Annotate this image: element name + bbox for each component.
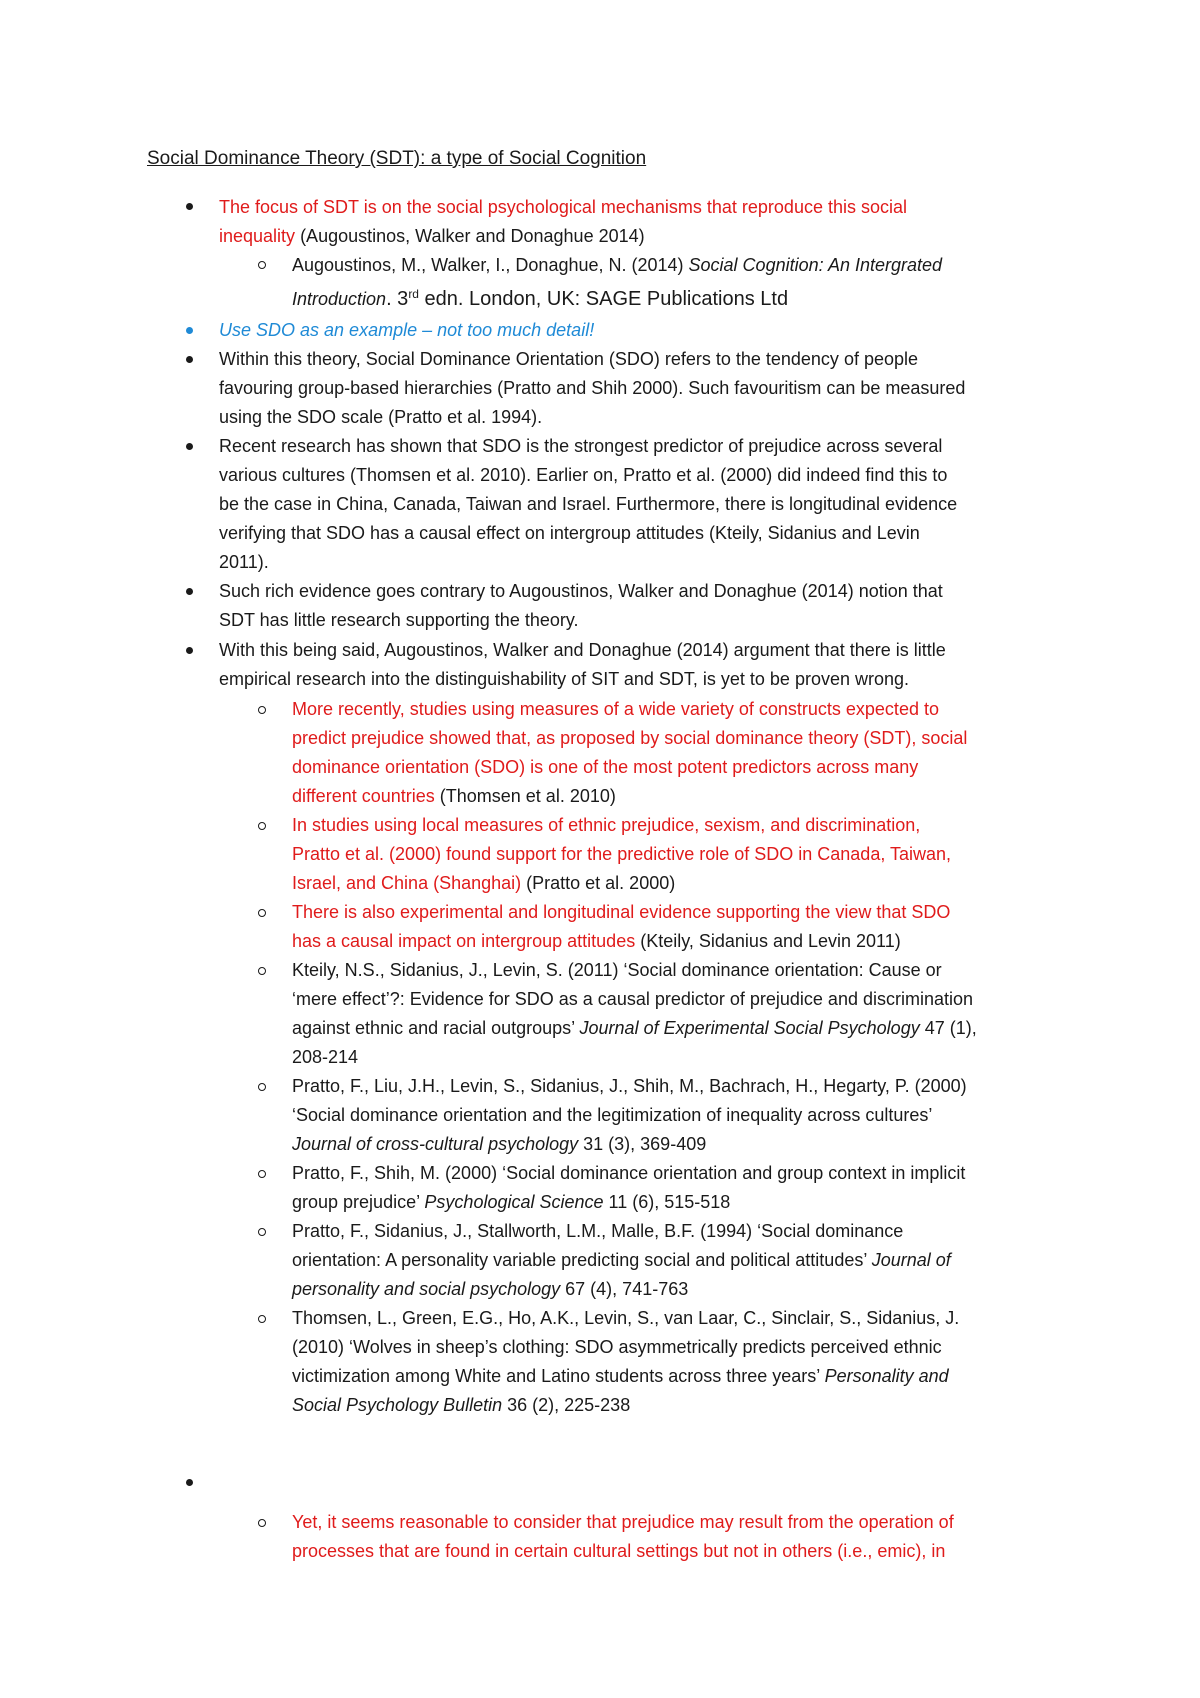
bullet xyxy=(186,203,193,210)
reference-line: orientation: A personality variable predicting social and political attitudes’ Journal of xyxy=(292,1250,951,1270)
sub-bullet xyxy=(258,822,266,830)
text-line: Yet, it seems reasonable to consider that prejudice may result from the operation of xyxy=(292,1512,954,1532)
reference-line: Introduction. 3rd edn. London, UK: SAGE Publications Ltd xyxy=(292,287,789,310)
sub-bullet xyxy=(258,1083,266,1091)
text-line: Such rich evidence goes contrary to Augoustinos, Walker and Donaghue (2014) notion that xyxy=(219,581,943,601)
sub-bullet xyxy=(258,706,266,714)
bullet xyxy=(186,327,193,334)
text-line: has a causal impact on intergroup attitudes (Kteily, Sidanius and Levin 2011) xyxy=(292,931,901,951)
reference-line: Pratto, F., Shih, M. (2000) ‘Social dominance orientation and group context in implicit xyxy=(292,1163,966,1183)
text-line: different countries (Thomsen et al. 2010) xyxy=(292,786,616,806)
sub-bullet xyxy=(258,261,266,269)
text-line: There is also experimental and longitudinal evidence supporting the view that SDO xyxy=(292,902,951,922)
text-line: The focus of SDT is on the social psychological mechanisms that reproduce this social xyxy=(219,197,907,217)
reference-line: Thomsen, L., Green, E.G., Ho, A.K., Levin, S., van Laar, C., Sinclair, S., Sidanius, J. xyxy=(292,1308,960,1328)
text-line: Israel, and China (Shanghai) (Pratto et al. 2000) xyxy=(292,873,676,893)
text-line: various cultures (Thomsen et al. 2010). Earlier on, Pratto et al. (2000) did indeed find this to xyxy=(219,465,948,485)
page-title: Social Dominance Theory (SDT): a type of Social Cognition xyxy=(147,148,647,169)
reference-line: Kteily, N.S., Sidanius, J., Levin, S. (2011) ‘Social dominance orientation: Cause or xyxy=(292,960,942,980)
text-line: using the SDO scale (Pratto et al. 1994). xyxy=(219,407,543,427)
text-line: predict prejudice showed that, as proposed by social dominance theory (SDT), social xyxy=(292,728,968,748)
reference-line: Pratto, F., Liu, J.H., Levin, S., Sidanius, J., Shih, M., Bachrach, H., Hegarty, P. (2000) xyxy=(292,1076,967,1096)
reference-line: ‘mere effect’?: Evidence for SDO as a causal predictor of prejudice and discrimination xyxy=(292,989,974,1009)
sub-bullet xyxy=(258,909,266,917)
sub-bullet xyxy=(258,1315,266,1323)
sub-bullet xyxy=(258,1519,266,1527)
text-line: processes that are found in certain cultural settings but not in others (i.e., emic), in xyxy=(292,1541,946,1561)
text-line: More recently, studies using measures of a wide variety of constructs expected to xyxy=(292,699,939,719)
text-line: Within this theory, Social Dominance Orientation (SDO) refers to the tendency of people xyxy=(219,349,919,369)
reference-line: against ethnic and racial outgroups’ Journal of Experimental Social Psychology 47 (1), xyxy=(292,1018,977,1038)
text-line: verifying that SDO has a causal effect on intergroup attitudes (Kteily, Sidanius and Levin xyxy=(219,523,920,543)
text-line: SDT has little research supporting the theory. xyxy=(219,610,579,630)
reference-line: Pratto, F., Sidanius, J., Stallworth, L.M., Malle, B.F. (1994) ‘Social dominance xyxy=(292,1221,904,1241)
text-line: Recent research has shown that SDO is the strongest predictor of prejudice across several xyxy=(219,436,943,456)
reference-line: personality and social psychology 67 (4), 741-763 xyxy=(292,1279,689,1299)
bullet xyxy=(186,356,193,363)
reference-line: victimization among White and Latino students across three years’ Personality and xyxy=(292,1366,949,1386)
bullet xyxy=(186,647,193,654)
sub-bullet xyxy=(258,967,266,975)
reference-line: group prejudice’ Psychological Science 11 (6), 515-518 xyxy=(292,1192,731,1212)
reference-line: (2010) ‘Wolves in sheep’s clothing: SDO asymmetrically predicts perceived ethnic xyxy=(292,1337,942,1357)
reference-line: ‘Social dominance orientation and the legitimization of inequality across cultures’ xyxy=(292,1105,933,1125)
reference-line: Social Psychology Bulletin 36 (2), 225-238 xyxy=(292,1395,631,1415)
text-line: Pratto et al. (2000) found support for the predictive role of SDO in Canada, Taiwan, xyxy=(292,844,952,864)
text-line: favouring group-based hierarchies (Pratto and Shih 2000). Such favouritism can be measured xyxy=(219,378,966,398)
text-line: dominance orientation (SDO) is one of the most potent predictors across many xyxy=(292,757,919,777)
text-line: With this being said, Augoustinos, Walker and Donaghue (2014) argument that there is little xyxy=(219,640,946,660)
text-line: In studies using local measures of ethnic prejudice, sexism, and discrimination, xyxy=(292,815,921,835)
reference-line: 208-214 xyxy=(292,1047,359,1067)
text-line: inequality (Augoustinos, Walker and Donaghue 2014) xyxy=(219,226,645,246)
reference-line: Journal of cross-cultural psychology 31 (3), 369-409 xyxy=(292,1134,707,1154)
text-line: empirical research into the distinguishability of SIT and SDT, is yet to be proven wrong. xyxy=(219,669,910,689)
sub-bullet xyxy=(258,1228,266,1236)
bullet xyxy=(186,1479,193,1486)
text-line: 2011). xyxy=(219,552,269,572)
bullet xyxy=(186,443,193,450)
bullet xyxy=(186,588,193,595)
text-line: be the case in China, Canada, Taiwan and Israel. Furthermore, there is longitudinal evidence xyxy=(219,494,958,514)
note-line: Use SDO as an example – not too much detail! xyxy=(219,320,595,340)
reference-line: Augoustinos, M., Walker, I., Donaghue, N. (2014) Social Cognition: An Intergrated xyxy=(292,255,943,275)
sub-bullet xyxy=(258,1170,266,1178)
